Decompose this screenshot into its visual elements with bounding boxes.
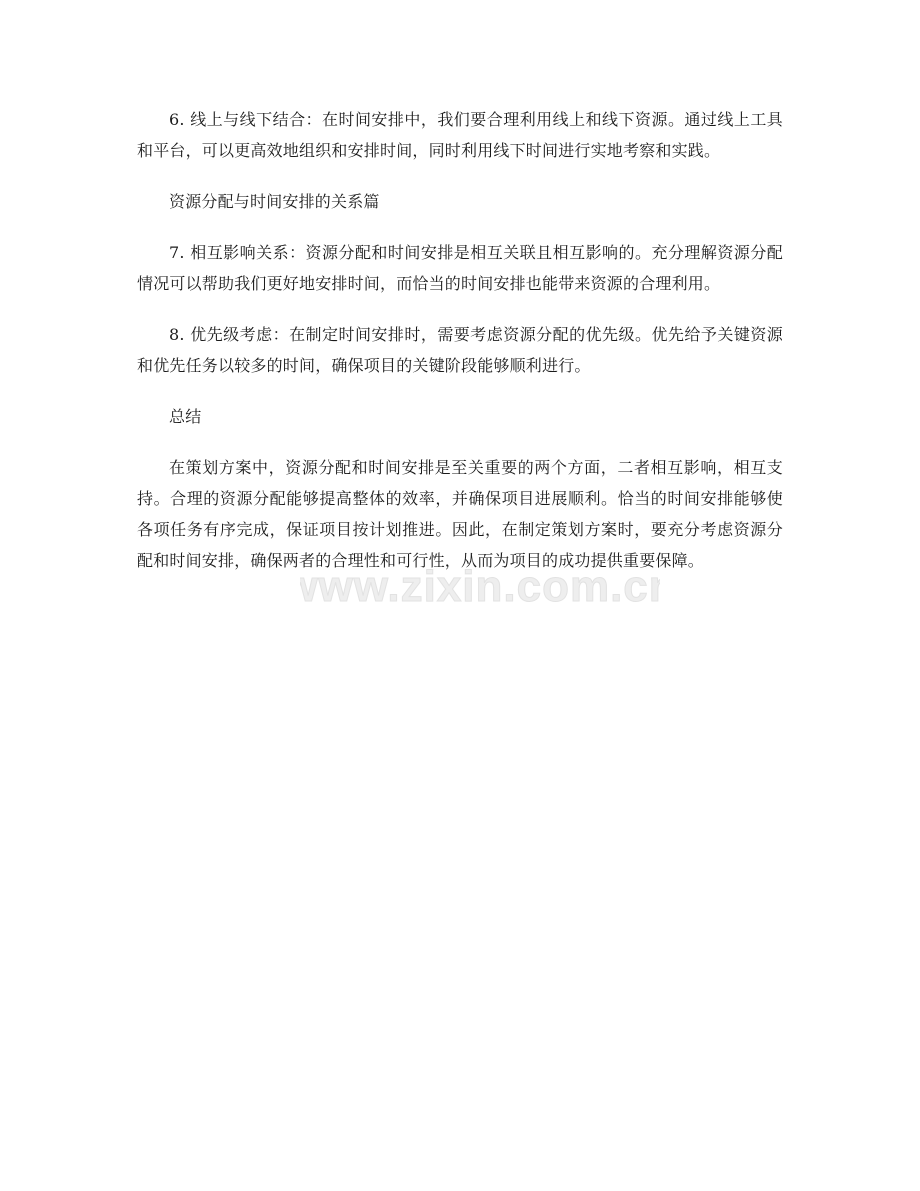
paragraph-mutual-influence: 7. 相互影响关系：资源分配和时间安排是相互关联且相互影响的。充分理解资源分配情况可以帮助我们更好地安排时间，而恰当的时间安排也能带来资源的合理利用。	[137, 243, 783, 293]
svg-text:www.zixin.com.cn: www.zixin.com.cn	[300, 562, 660, 611]
paragraph-online-offline: 6. 线上与线下结合：在时间安排中，我们要合理利用线上和线下资源。通过线上工具和平台，可以更高效地组织和安排时间，同时利用线下时间进行实地考察和实践。	[137, 110, 783, 160]
paragraph-priority: 8. 优先级考虑：在制定时间安排时，需要考虑资源分配的优先级。优先给予关键资源和优先任务以较多的时间，确保项目的关键阶段能够顺利进行。	[137, 325, 783, 375]
document-body	[137, 104, 783, 596]
section-heading-summary: 总结	[169, 407, 202, 426]
section-heading-relationship: 资源分配与时间安排的关系篇	[169, 192, 380, 211]
paragraph-summary: 在策划方案中，资源分配和时间安排是至关重要的两个方面，二者相互影响，相互支持。合理的资源分配能够提高整体的效率，并确保项目进展顺利。恰当的时间安排能够使各项任务有序完成，保证项目按计划推进。因此，在制定策划方案时，要充分考虑资源分配和时间安排，确保两者的合理性和可行性，从而为项目的成功提供重要保障。	[137, 458, 783, 570]
